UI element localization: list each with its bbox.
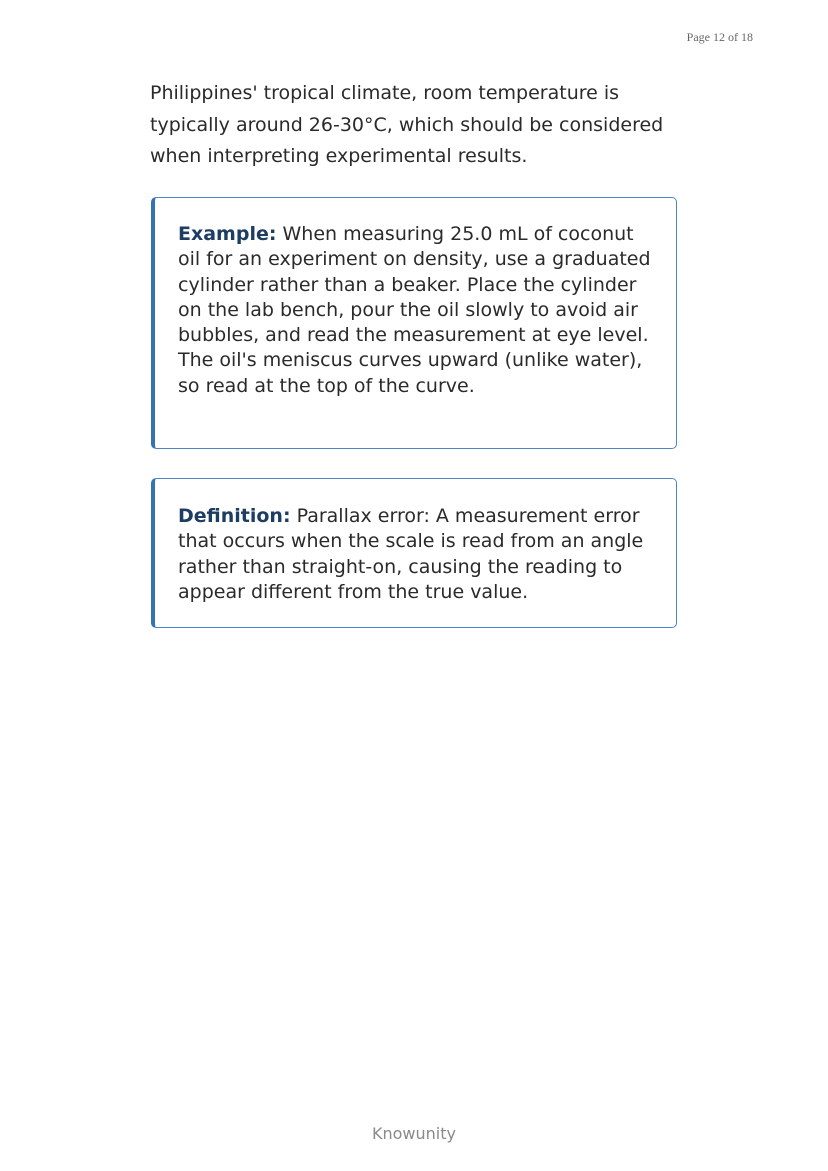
example-callout	[151, 197, 677, 449]
definition-label: Definition:	[178, 505, 291, 527]
intro-paragraph: Philippines' tropical climate, room temperature is typically around 26-30°C, which should be considered when interpreting experimental results.	[150, 82, 664, 167]
example-label: Example:	[178, 223, 277, 245]
example-text: When measuring 25.0 mL of coconut oil for an experiment on density, use a graduated cylinder rather than a beaker. Place the cylinder on the lab bench, pour the oil slowly to avoid air bubbles, and read the measurement at eye level. The oil's meniscus curves upward (unlike water), so read at the top of the curve.	[178, 223, 651, 397]
page-number: Page 12 of 18	[686, 30, 753, 44]
definition-text: Parallax error: A measurement error that occurs when the scale is read from an angle rather than straight-on, causing the reading to appear different from the true value.	[178, 505, 644, 603]
definition-callout	[151, 478, 677, 628]
footer-brand: Knowunity	[372, 1124, 456, 1143]
